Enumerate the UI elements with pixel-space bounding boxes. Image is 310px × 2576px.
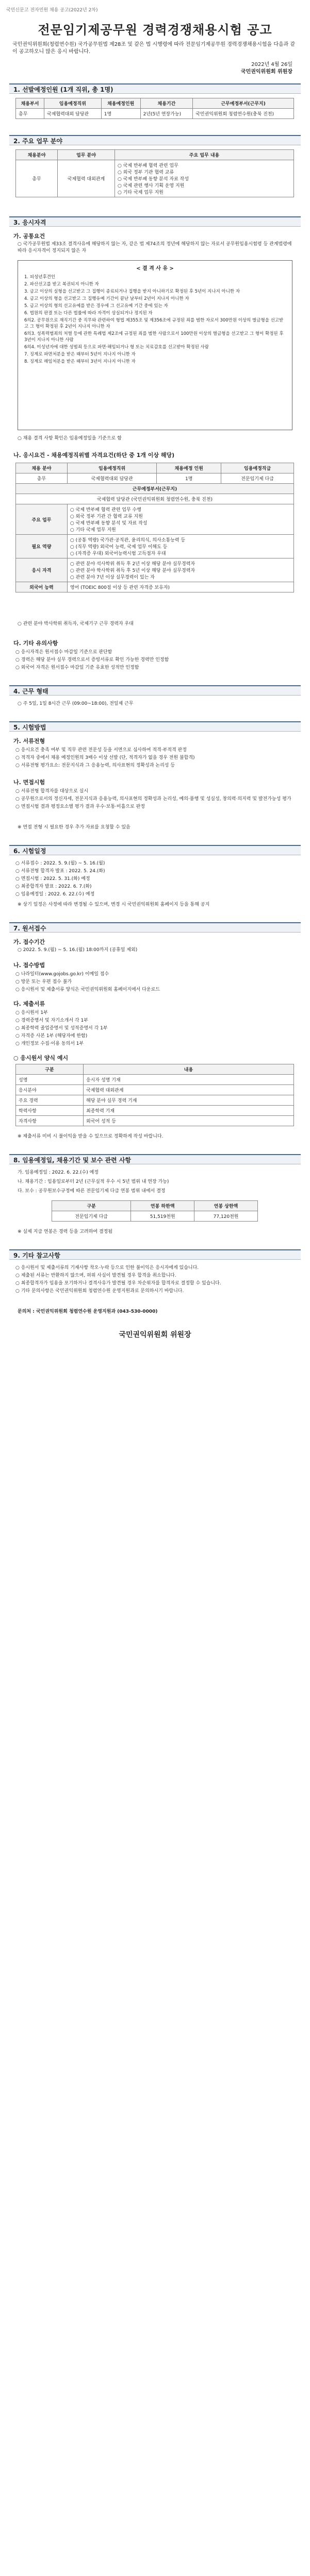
td: 총무 bbox=[16, 160, 58, 197]
list-item: ○ 자격증 사본 1부 (해당자에 한함) bbox=[15, 1033, 88, 1039]
list-item: ○ 국제 반부패 협력 관련 업무 수행 bbox=[70, 507, 141, 513]
td: 학력사항 bbox=[16, 1106, 84, 1116]
list-item: ○ 경력증명서 및 자기소개서 각 1부 bbox=[15, 1018, 88, 1023]
td: 국제협력 담당관 (국민권익위원회 청렴연수원, 충북 진천) bbox=[16, 494, 294, 504]
th: 채용부서 bbox=[16, 98, 44, 109]
list-item: ○ 서류전형 평가요소: 전문지식과 그 응용능력, 의사표현의 정확성과 논리성 등 bbox=[15, 763, 175, 768]
th: 채용기간 bbox=[140, 98, 193, 109]
subheading: 가. 서류전형 bbox=[13, 738, 45, 744]
application-form-table bbox=[15, 1064, 294, 1126]
td: 외국어 성적 등 bbox=[84, 1116, 294, 1126]
list-item: ○ 관련 분야 7년 이상 실무경력이 있는 자 bbox=[70, 575, 155, 580]
duty-item: ○ 국제 반부패 동향 분석 자료 작성 bbox=[118, 177, 189, 182]
subheading: 나. 면접시험 bbox=[13, 779, 45, 786]
td bbox=[67, 535, 293, 558]
duty-table bbox=[15, 149, 294, 197]
th: 임용예정직위 bbox=[67, 463, 156, 473]
list-item: 1. 피성년후견인 bbox=[24, 275, 56, 280]
disqualification-box bbox=[18, 260, 292, 430]
list-item: ○ 적격자 중에서 채용 예정인원의 3배수 이상 선발 (단, 적격자가 없을 경우 전원 불합격) bbox=[15, 755, 195, 760]
th: 주요 업무 bbox=[16, 504, 68, 535]
td: 응시분야 bbox=[16, 1085, 84, 1095]
contact-info: 문의처 : 국민권익위원회 청렴연수원 운영지원과 (043-530-0000) bbox=[18, 1309, 158, 1314]
notice-org: 국민권익위원회 위원장 bbox=[240, 69, 292, 75]
list-item: ○ 응시요건 충족 여부 및 직무 관련 전문성 등을 서면으로 심사하여 적격·부적격 판정 bbox=[15, 748, 187, 753]
list-item: 6의4. 미성년자에 대한 성범죄 등으로 파면·해임되거나 형 또는 치료감호를 선고받아 확정된 사람 bbox=[24, 345, 209, 350]
subheading: 다. 기타 유의사항 bbox=[13, 640, 58, 647]
list-item: 8. 징계로 해임처분을 받은 때부터 3년이 지나지 아니한 자 bbox=[24, 359, 136, 364]
section-7-heading: 7. 원서접수 bbox=[9, 922, 301, 933]
list-item: 2. 파산선고를 받고 복권되지 아니한 자 bbox=[24, 282, 99, 287]
list-item: ○ 관련 분야 석사학위 취득 후 2년 이상 해당 분야 실무경력자 bbox=[70, 562, 195, 567]
list-item: 7. 징계로 파면처분을 받은 때부터 5년이 지나지 아니한 자 bbox=[24, 352, 136, 357]
list-item: ○ 경력은 해당 분야 실무 경력으로서 증빙서류로 확인 가능한 경력만 인정함 bbox=[15, 657, 169, 663]
list-item: 3. 금고 이상의 실형을 선고받고 그 집행이 종료되거나 집행을 받지 아니하기로 확정된 후 5년이 지나지 아니한 자 bbox=[24, 289, 240, 294]
list-item: ○ 임용예정일 : 2022. 6. 22.(수) 예정 bbox=[15, 892, 95, 897]
section-8-heading: 8. 임용예정일, 채용기간 및 보수 관련 사항 bbox=[9, 1154, 301, 1164]
td: 최종학력 기재 bbox=[84, 1106, 294, 1116]
list-item: ○ 나라일터(www.gojobs.go.kr) 이메일 접수 bbox=[15, 972, 109, 977]
list-item: ○ 서류전형 합격자 발표 : 2022. 5. 24.(화) bbox=[15, 869, 105, 874]
subheading: 나. 접수방법 bbox=[13, 962, 45, 969]
list-item: ○ 최종합격자가 임용을 포기하거나 결격사유가 발견될 경우 차순위자를 합격자로 결정할 수 있습니다. bbox=[15, 1281, 221, 1286]
list-item: 4. 금고 이상의 형을 선고받고 그 집행유예 기간이 끝난 날부터 2년이 지나지 아니한 자 bbox=[24, 296, 189, 301]
list-item: ○ (자격증 우대) 외국어능력시험 고득점자 우대 bbox=[70, 551, 166, 556]
td: 국제협력대외 담당관 bbox=[44, 109, 102, 119]
paragraph: 다. 보수 : 공무원보수규정에 따른 전문임기제 다급 연봉 범위 내에서 결정 bbox=[18, 1189, 166, 1194]
list-item: ○ 제출된 서류는 반환하지 않으며, 허위 사실이 발견될 경우 합격을 취소합니다. bbox=[15, 1273, 176, 1278]
td: 응시자 성명 기재 bbox=[84, 1075, 294, 1085]
th: 근무예정부서(근무지) bbox=[193, 98, 294, 109]
td: 1명 bbox=[101, 109, 140, 119]
subheading: ○ 응시원서 양식 예시 bbox=[13, 1055, 69, 1061]
td: 전문임기제 다급 bbox=[221, 473, 294, 484]
td: 1명 bbox=[157, 473, 221, 484]
th: 채용예정 인원 bbox=[157, 463, 221, 473]
list-item: ○ 외국 정부 기관 간 협력 교류 지원 bbox=[70, 514, 143, 519]
th: 구분 bbox=[52, 1201, 131, 1211]
list-item: ○ 서류전형 합격자를 대상으로 실시 bbox=[15, 789, 89, 794]
paragraph: ※ 상기 일정은 사정에 따라 변경될 수 있으며, 변경 시 국민권익위원회 홈페이지 등을 통해 공지 bbox=[18, 902, 210, 907]
list-item: 6의2. 공무원으로 재직기간 중 직무와 관련하여 형법 제355조 및 제356조에 규정된 죄를 범한 자로서 300만원 이상의 벌금형을 선고받고 그 형이 확정된 후 2년이 지나지 아니한 자 bbox=[24, 318, 284, 329]
th: 응시 자격 bbox=[16, 558, 68, 582]
qualification-table bbox=[15, 463, 294, 592]
paragraph: 가. 임용예정일 : 2022. 6. 22.(수) 예정 bbox=[18, 1170, 99, 1175]
section-5-heading: 5. 시험방법 bbox=[9, 721, 301, 732]
th: 내용 bbox=[84, 1064, 294, 1075]
section-4-heading: 4. 근무 형태 bbox=[9, 685, 301, 696]
th: 주요 업무 내용 bbox=[115, 150, 294, 160]
list-item: ○ 응시자격은 원서접수 마감일 기준으로 판단함 bbox=[15, 650, 112, 655]
section-9-heading: 9. 기타 참고사항 bbox=[9, 1249, 301, 1260]
list-item: ○ 최종학력 졸업증명서 및 성적증명서 각 1부 bbox=[15, 1026, 108, 1031]
th: 채용예정인원 bbox=[101, 98, 140, 109]
td bbox=[67, 558, 293, 582]
list-item: ○ 면접시험 결과 평정요소별 평가 결과 우수·보통·미흡으로 판정 bbox=[15, 804, 145, 809]
duty-list bbox=[115, 160, 294, 197]
td bbox=[67, 504, 293, 535]
duty-item: ○ 국제 반부패 협력 관련 업무 bbox=[118, 163, 178, 168]
paragraph: ※ 실제 지급 연봉은 경력 등을 고려하여 결정됨 bbox=[18, 1229, 113, 1234]
section-1-heading: 1. 선발예정인원 (1개 직위, 총 1명) bbox=[9, 83, 301, 94]
th: 임용예정직위 bbox=[44, 98, 102, 109]
td: 성명 bbox=[16, 1075, 84, 1085]
th: 외국어 능력 bbox=[16, 582, 68, 592]
section-6-heading: 6. 시험일정 bbox=[9, 845, 301, 855]
subheading: 나. 응시요건 - 채용예정직위별 자격요건(하단 중 1개 이상 해당) bbox=[13, 452, 175, 459]
list-item: ○ 방문 또는 우편 접수 불가 bbox=[15, 979, 72, 985]
list-item: ○ (직무 역량) 외국어 능력, 국제 업무 이해도 등 bbox=[70, 545, 168, 550]
top-mark: 국민신문고 전자민원 채용 공고(2022년 2차) bbox=[6, 8, 98, 13]
section-2-heading: 2. 주요 업무 분야 bbox=[9, 135, 301, 145]
subheading: 가. 공통요건 bbox=[13, 233, 45, 240]
td: 총무 bbox=[16, 109, 44, 119]
footer-sign: 국민권익위원회 위원장 bbox=[119, 1331, 191, 1339]
list-item: 6의3. 성폭력범죄의 처벌 등에 관한 특례법 제2조에 규정된 죄를 범한 사람으로서 100만원 이상의 벌금형을 선고받고 그 형이 확정된 후 3년이 지나지 아니한 사람 bbox=[24, 331, 284, 343]
paragraph: 나. 채용기간 : 임용일로부터 2년 (근무실적 우수 시 5년 범위 내 연장 가능) bbox=[18, 1179, 169, 1184]
th: 채용 분야 bbox=[16, 463, 68, 473]
duty-item: ○ 외국 정부 기관 협력 교류 bbox=[118, 170, 174, 175]
pay-table bbox=[52, 1200, 258, 1222]
td: 국제협력 대외관계 bbox=[58, 160, 115, 197]
list-item: ○ 최종합격자 발표 : 2022. 6. 7.(화) bbox=[15, 884, 92, 889]
section-3-heading: 3. 응시자격 bbox=[9, 216, 301, 227]
list-item: 6. 법원의 판결 또는 다른 법률에 따라 자격이 상실되거나 정지된 자 bbox=[24, 311, 153, 316]
list-item: ○ 응시원서 1부 bbox=[15, 1010, 48, 1015]
list-item: ○ 관련 분야 학사학위 취득 후 5년 이상 해당 분야 실무경력자 bbox=[70, 568, 195, 573]
subheading: 다. 제출서류 bbox=[13, 1001, 45, 1007]
td: 51,519천원 bbox=[131, 1211, 194, 1222]
box-title: < 결 격 사 유 > bbox=[136, 266, 174, 272]
list-item: ○ 공무원으로서의 정신자세, 전문지식과 응용능력, 의사표현의 정확성과 논리성, 예의·품행 및 성실성, 창의력·의지력 및 발전가능성 평가 bbox=[15, 796, 291, 802]
td: 주요 경력 bbox=[16, 1095, 84, 1106]
td: 국제협력대외 담당관 bbox=[67, 473, 156, 484]
paragraph: ※ 제출서류 미비 시 불이익을 받을 수 있으므로 정확하게 작성 바랍니다. bbox=[18, 1134, 164, 1139]
th: 필요 역량 bbox=[16, 535, 68, 558]
duty-item: ○ 국제 관련 행사 기획 운영 지원 bbox=[118, 183, 185, 189]
td: 총무 bbox=[16, 473, 68, 484]
list-item: ○ 응시원서 및 제출서류의 기재사항 착오·누락 등으로 인한 불이익은 응시자에게 있습니다. bbox=[15, 1265, 199, 1270]
td: 2년(5년 연장가능) bbox=[140, 109, 193, 119]
th: 연봉 하한액 bbox=[131, 1201, 194, 1211]
td: 국제협력 대외관계 bbox=[84, 1085, 294, 1095]
paragraph: ○ 국가공무원법 제33조 결격사유에 해당하지 않는 자, 같은 법 제74조의 정년에 해당하지 않는 자로서 공무원임용시험령 등 관계법령에 따라 응시자격이 정지되지 않은 자 bbox=[18, 242, 292, 253]
duty-item: ○ 기타 국제 업무 지원 bbox=[118, 190, 164, 195]
td: 77,120천원 bbox=[194, 1211, 258, 1222]
paragraph: ※ 면접 전형 시 필요한 경우 추가 자료를 요청할 수 있음 bbox=[18, 825, 130, 830]
paragraph: ○ 관련 분야 박사학위 취득자, 국제기구 근무 경력자 우대 bbox=[18, 621, 134, 626]
td: 자격사항 bbox=[16, 1116, 84, 1126]
list-item: ○ 개인정보 수집·이용 동의서 1부 bbox=[15, 1041, 84, 1046]
td: 국민권익위원회 청렴연수원(충북 진천) bbox=[193, 109, 294, 119]
list-item: 5. 금고 이상의 형의 선고유예를 받은 경우에 그 선고유예 기간 중에 있는 자 bbox=[24, 303, 168, 309]
list-item: ○ 외국어 자격은 원서접수 마감일 기준 유효한 성적만 인정함 bbox=[15, 665, 139, 670]
subheading: 가. 접수기간 bbox=[13, 939, 45, 945]
th: 채용분야 bbox=[16, 150, 58, 160]
th: 근무예정부서(근무지) bbox=[16, 484, 294, 494]
paragraph: ○ 채용 결격 사항 확인은 임용예정일을 기준으로 함 bbox=[18, 436, 122, 441]
hiring-table bbox=[15, 98, 294, 119]
list-item: ○ 응시원서 및 제출서류 양식은 국민권익위원회 홈페이지에서 다운로드 bbox=[15, 987, 160, 992]
th: 임용예정직급 bbox=[221, 463, 294, 473]
list-item: ○ 서류접수 : 2022. 5. 9.(월) ~ 5. 16.(월) bbox=[15, 861, 105, 866]
list-item: ○ 면접시험 : 2022. 5. 31.(화) 예정 bbox=[15, 876, 90, 882]
th: 업무 분야 bbox=[58, 150, 115, 160]
td: 전문임기제 다급 bbox=[52, 1211, 131, 1222]
td: 해당 분야 실무 경력 기재 bbox=[84, 1095, 294, 1106]
th: 구분 bbox=[16, 1064, 84, 1075]
notice-date: 2022년 4월 26일 bbox=[251, 62, 292, 67]
list-item: ○ 기타 문의사항은 국민권익위원회 청렴연수원 운영지원과로 문의하시기 바랍니다. bbox=[15, 1289, 184, 1294]
paragraph: ○ 2022. 5. 9.(월) ~ 5. 16.(월) 18:00까지 (공휴일 제외) bbox=[18, 947, 138, 953]
list-item: ○ 국제 반부패 동향 분석 및 자료 작성 bbox=[70, 521, 148, 526]
list-item: ○ (공통 역량) 국가관·공직관, 윤리의식, 의사소통능력 등 bbox=[70, 538, 186, 543]
intro-text: 국민권익위원회(청렴연수원) 국가공무원법 제28조 및 같은 법 시행령에 따라 전문임기제공무원 경력경쟁채용시험을 다음과 같이 공고하오니 많은 응시 바랍니다. bbox=[12, 42, 296, 55]
td: 영어 (TOEIC 800점 이상 등 관련 자격증 보유자) bbox=[67, 582, 293, 592]
paragraph: ○ 주 5일, 1일 8시간 근무 (09:00~18:00), 전일제 근무 bbox=[18, 701, 134, 706]
page-title: 전문임기제공무원 경력경쟁채용시험 공고 bbox=[38, 23, 272, 37]
list-item: ○ 기타 국제 업무 지원 bbox=[70, 528, 116, 533]
th: 연봉 상한액 bbox=[194, 1201, 258, 1211]
